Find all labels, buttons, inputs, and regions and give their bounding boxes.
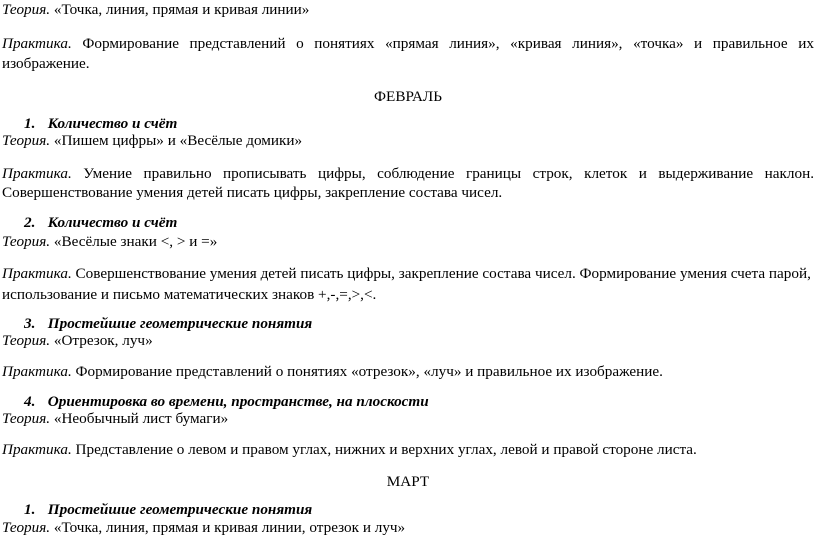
theory-line (2, 232, 814, 252)
practice-line (2, 362, 814, 382)
practice-line-continued (2, 183, 814, 203)
section-title: Простейшие геометрические понятия (47, 315, 313, 332)
practice-line-continued (2, 285, 814, 305)
section-title: Простейшие геометрические понятия (47, 501, 313, 518)
theory-label: Теория. (2, 132, 51, 149)
section-title: Количество и счёт (47, 115, 178, 132)
practice-text: Формирование представлений о понятиях «прямая линия», «кривая линия», «точка» и правильное их (82, 35, 814, 52)
section-number: 2. (24, 214, 36, 231)
practice-line (2, 164, 814, 184)
section-number: 1. (24, 501, 36, 518)
theory-line (2, 0, 814, 20)
theory-text: «Точка, линия, прямая и кривая линии, отрезок и луч» (53, 519, 406, 536)
practice-text: изображение. (2, 55, 90, 72)
theory-text: «Отрезок, луч» (53, 332, 153, 349)
practice-label: Практика. (2, 441, 72, 458)
practice-line (2, 34, 814, 54)
theory-text: «Пишем цифры» и «Весёлые домики» (53, 132, 303, 149)
section-heading (24, 500, 814, 520)
theory-label: Теория. (2, 1, 51, 18)
practice-text: Совершенствование умения детей писать цифры, закрепление состава чисел. (2, 184, 503, 201)
practice-label: Практика. (2, 265, 72, 282)
section-title: Количество и счёт (47, 214, 178, 231)
theory-line (2, 331, 814, 351)
theory-line (2, 518, 814, 538)
theory-label: Теория. (2, 410, 51, 427)
theory-label: Теория. (2, 233, 51, 250)
section-number: 3. (24, 315, 36, 332)
theory-text: «Весёлые знаки <, > и =» (53, 233, 218, 250)
theory-label: Теория. (2, 332, 51, 349)
practice-text: Представление о левом и правом углах, нижних и верхних углах, левой и правой стороне листа. (75, 441, 697, 458)
theory-label: Теория. (2, 519, 51, 536)
practice-label: Практика. (2, 35, 72, 52)
theory-text: «Необычный лист бумаги» (53, 410, 229, 427)
practice-line-continued (2, 54, 814, 74)
practice-line (2, 440, 814, 460)
practice-line (2, 264, 814, 284)
practice-text: Формирование представлений о понятиях «отрезок», «луч» и правильное их изображение. (75, 363, 663, 380)
practice-label: Практика. (2, 165, 72, 182)
theory-line (2, 131, 814, 151)
theory-line (2, 409, 814, 429)
month-heading: ФЕВРАЛЬ (374, 88, 442, 105)
section-title: Ориентировка во времени, пространстве, на плоскости (47, 393, 429, 410)
practice-text: использование и письмо математических знаков +,-,=,>,<. (2, 286, 377, 303)
section-heading (24, 213, 814, 233)
theory-text: «Точка, линия, прямая и кривая линии» (53, 1, 310, 18)
practice-text: Совершенствование умения детей писать цифры, закрепление состава чисел. Формирование умения счета парой, (75, 265, 811, 282)
practice-text: Умение правильно прописывать цифры, соблюдение границы строк, клеток и выдерживание наклон. (83, 165, 814, 182)
practice-label: Практика. (2, 363, 72, 380)
month-heading: МАРТ (386, 473, 430, 490)
section-number: 1. (24, 115, 36, 132)
section-number: 4. (24, 393, 36, 410)
